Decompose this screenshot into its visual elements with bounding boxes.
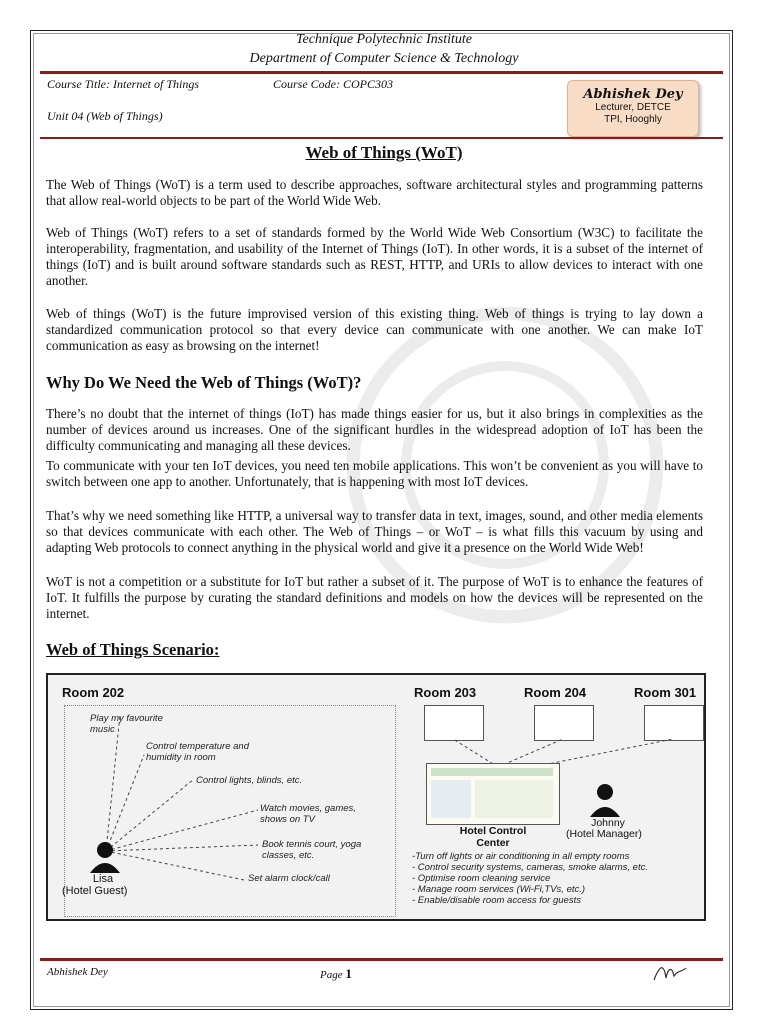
paragraph-5: To communicate with your ten IoT devices, you need ten mobile applications. This won’t be convenient as you will have to switch between one app to another. Unfortunately, that is happening with most IoT devices. — [46, 458, 703, 489]
paragraph-7: WoT is not a competition or a substitute for IoT but rather a subset of it. The purpose of WoT is to enhance the features of IoT. It fulfills the purpose by curating the standard definitions and models on how the devices will be represented on the internet. — [46, 574, 703, 621]
footer-rule — [40, 958, 723, 961]
guest-person-icon — [88, 841, 122, 873]
room-202-label: Room 202 — [62, 685, 125, 700]
course-code: Course Code: COPC303 — [273, 77, 393, 91]
task-item: -Turn off lights or air conditioning in all empty rooms — [412, 851, 630, 862]
header-rule — [40, 71, 723, 74]
doc-title: Web of Things (WoT) — [305, 143, 463, 162]
unit-label: Unit 04 (Web of Things) — [47, 109, 163, 123]
wot-scenario-diagram — [46, 673, 706, 921]
heading-scenario: Web of Things Scenario: — [46, 640, 220, 659]
manager-person-icon — [588, 783, 622, 817]
room-301-label: Room 301 — [634, 685, 697, 700]
manager-role: (Hotel Manager) — [566, 828, 642, 840]
footer-page — [320, 966, 352, 982]
manager-tasks — [412, 851, 702, 906]
page-label: Page — [320, 969, 343, 981]
heading-why: Why Do We Need the Web of Things (WoT)? — [46, 373, 362, 392]
course-title: Course Title: Internet of Things — [47, 77, 200, 91]
room-203-label: Room 203 — [414, 685, 477, 700]
control-center-label: Hotel Control Center — [459, 825, 527, 849]
paragraph-4: There’s no doubt that the internet of things (IoT) has made things easier for us, but it also brings in complexities as the number of devices around us increases. One of the significant hurdles in the widespread adoption of IoT has been the difficulty communicating and managing all these devices. — [46, 406, 703, 453]
task-item: - Enable/disable room access for guests — [412, 895, 581, 906]
room-204-label: Room 204 — [524, 685, 587, 700]
activity-temperature: Control temperature and humidity in room — [146, 741, 249, 763]
task-item: - Optimise room cleaning service — [412, 873, 551, 884]
manager-name: Johnny — [591, 817, 625, 829]
guest-role: (Hotel Guest) — [62, 885, 128, 897]
paragraph-1: The Web of Things (WoT) is a term used to describe approaches, software architectural styles and programming patterns that allow real-world objects to be part of the World Wide Web. — [46, 177, 703, 208]
paragraph-2: Web of Things (WoT) refers to a set of standards formed by the World Wide Web Consortium (W3C) to facilitate the interoperability, fragmentation, and usability of the Internet of Things (IoT). In other words, it is a subset of the internet of things (IoT) and is built around software standards such as REST, HTTP, and URIs to allow devices to interact with one another. — [46, 225, 703, 288]
badge-place: TPI, Hooghly — [604, 114, 662, 125]
institute-name: Technique Polytechnic Institute — [296, 32, 472, 47]
task-item: - Manage room services (Wi-Fi,TVs, etc.) — [412, 884, 586, 895]
activity-alarm: Set alarm clock/call — [248, 873, 330, 884]
activity-booking: Book tennis court, yoga classes, etc. — [262, 839, 362, 861]
badge-name: Abhishek Dey — [583, 87, 683, 102]
author-badge — [567, 80, 699, 137]
activity-lights: Control lights, blinds, etc. — [196, 775, 303, 786]
guest-name: Lisa — [92, 873, 114, 885]
activity-music: Play my favourite music — [90, 713, 163, 735]
badge-role: Lecturer, DETCE — [595, 102, 671, 113]
task-item: - Control security systems, cameras, smoke alarms, etc. — [412, 862, 648, 873]
footer-author: Abhishek Dey — [47, 966, 108, 978]
paragraph-3: Web of things (WoT) is the future improvised version of this existing thing. Web of things is trying to lay down a standardized communication protocol so that every device can communicate with one another. We can make IoT communication as easy as browsing on the internet! — [46, 306, 703, 353]
meta-rule — [40, 137, 723, 139]
page-number: 1 — [345, 966, 352, 981]
department-name: Department of Computer Science & Technology — [249, 51, 519, 66]
paragraph-6: That’s why we need something like HTTP, a universal way to transfer data in text, images, sound, and other media elements so that devices communicate with each other. The Web of Things – or WoT – is what fills this vacuum by using and adapting Web protocols to connect anything in the physical world and give it a presence on the World Wide Web! — [46, 508, 703, 555]
signature-icon — [650, 960, 690, 986]
activity-tv: Watch movies, games, shows on TV — [260, 803, 356, 825]
control-center-screen — [426, 763, 560, 825]
